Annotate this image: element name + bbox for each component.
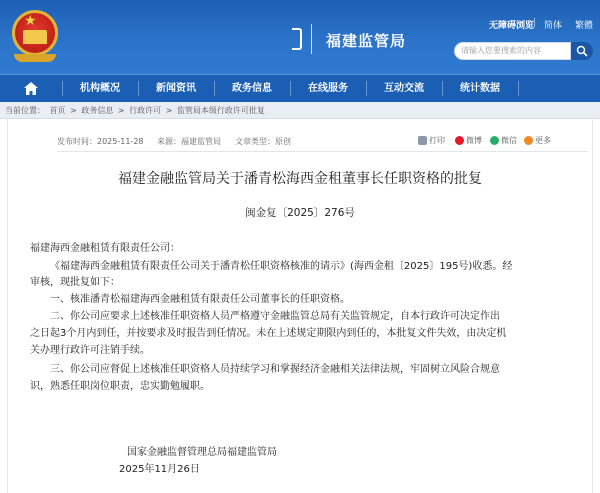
body-line: 一、核准潘青松福建海西金融租赁有限责任公司董事长的任职资格。 xyxy=(50,294,350,305)
print-icon xyxy=(418,136,427,145)
body-line: 识，熟悉任职岗位职责，忠实勤勉履职。 xyxy=(30,381,210,392)
emblem-gate-icon xyxy=(23,30,47,44)
document-number: 闽金复〔2025〕276号 xyxy=(245,207,355,219)
body-line: 之日起3个月内到任，并按要求及时报告到任情况。未在上述规定期限内到任的，本批复文件失效，由决定机 xyxy=(30,328,507,339)
accessibility-link[interactable]: 无障碍浏览 xyxy=(489,21,535,31)
nav-item-org[interactable]: 机构概况 xyxy=(80,83,120,94)
nav-item-news[interactable]: 新闻资讯 xyxy=(156,83,196,94)
weibo-label: 微博 xyxy=(466,136,482,145)
nav-divider xyxy=(518,81,519,96)
body-line: 二、你公司应要求上述核准任职资格人员严格遵守金融监管总局有关监管规定，自本行政许可决定作出 xyxy=(50,311,500,322)
breadcrumb-item-gov-info[interactable]: 政务信息 xyxy=(81,106,114,115)
wechat-label: 微信 xyxy=(501,136,517,145)
nav-item-online-service[interactable]: 在线服务 xyxy=(308,83,348,94)
addressee: 福建海西金融租赁有限责任公司： xyxy=(30,243,180,254)
breadcrumb-separator: > xyxy=(70,106,77,115)
publish-date-value: 2025-11-28 xyxy=(97,137,144,146)
site-header xyxy=(0,0,600,74)
nav-item-gov-info[interactable]: 政务信息 xyxy=(232,83,272,94)
article-type-value: 原创 xyxy=(275,137,291,146)
logo-mark-icon xyxy=(292,28,302,50)
article-type xyxy=(235,136,291,147)
emblem-star-icon: ★ xyxy=(24,13,37,29)
breadcrumb-item-replies[interactable]: 监管局本级行政许可批复 xyxy=(176,106,265,115)
site-name[interactable]: 福建监管局 xyxy=(326,32,407,50)
print-label: 打印 xyxy=(429,136,445,145)
article-source xyxy=(157,136,221,147)
breadcrumb-separator: > xyxy=(117,106,125,115)
search-icon xyxy=(576,45,588,57)
national-emblem-icon[interactable] xyxy=(8,8,62,66)
article-type-label: 文章类型： xyxy=(235,137,275,146)
publish-date xyxy=(57,136,144,147)
nav-home[interactable] xyxy=(0,75,62,102)
wechat-icon xyxy=(490,136,499,145)
body-line: 三、你公司应督促上述核准任职资格人员持续学习和掌握经济金融相关法律法规，牢固树立风险合规意 xyxy=(50,364,500,375)
breadcrumb-item-home[interactable]: 首页 xyxy=(49,106,66,115)
nav-item-interaction[interactable]: 互动交流 xyxy=(384,83,424,94)
top-link-separator: | xyxy=(533,18,537,28)
breadcrumb-item-license[interactable]: 行政许可 xyxy=(129,106,162,115)
article-source-label: 来源： xyxy=(157,137,181,146)
breadcrumb xyxy=(0,102,600,119)
share-weibo-button[interactable] xyxy=(455,135,482,146)
weibo-icon xyxy=(455,136,464,145)
share-more-button[interactable] xyxy=(524,135,551,146)
signature-org: 国家金融监督管理总局福建监管局 xyxy=(127,447,277,458)
nav-item-statistics[interactable]: 统计数据 xyxy=(460,83,500,94)
logo-divider xyxy=(311,24,312,54)
more-label: 更多 xyxy=(535,136,551,145)
top-link-traditional[interactable]: 繁體 xyxy=(575,21,594,31)
main-nav xyxy=(0,74,600,102)
emblem-ribbon xyxy=(14,54,56,62)
publish-date-label: 发布时间： xyxy=(57,137,97,146)
signature-date: 2025年11月26日 xyxy=(119,464,200,475)
top-link-simplified[interactable]: 简体 xyxy=(544,21,563,31)
breadcrumb-label: 当前位置： xyxy=(5,106,45,115)
search-button[interactable] xyxy=(571,42,593,60)
article-title: 福建金融监管局关于潘青松海西金租董事长任职资格的批复 xyxy=(118,171,482,187)
meta-divider xyxy=(57,151,587,152)
article-source-value: 福建监管局 xyxy=(181,137,221,146)
share-wechat-button[interactable] xyxy=(490,135,517,146)
more-icon xyxy=(524,136,533,145)
body-line: 关办理行政许可注销手续。 xyxy=(30,345,150,356)
search-input[interactable]: 请输入您要搜索的内容 xyxy=(454,42,571,60)
body-line: 审核，现批复如下： xyxy=(30,277,120,288)
breadcrumb-separator: > xyxy=(165,106,173,115)
body-line: 《福建海西金融租赁有限责任公司关于潘青松任职资格核准的请示》(海西金租〔2025〕195号)收悉。经 xyxy=(50,261,513,272)
home-icon xyxy=(24,82,38,95)
print-button[interactable] xyxy=(418,135,445,146)
